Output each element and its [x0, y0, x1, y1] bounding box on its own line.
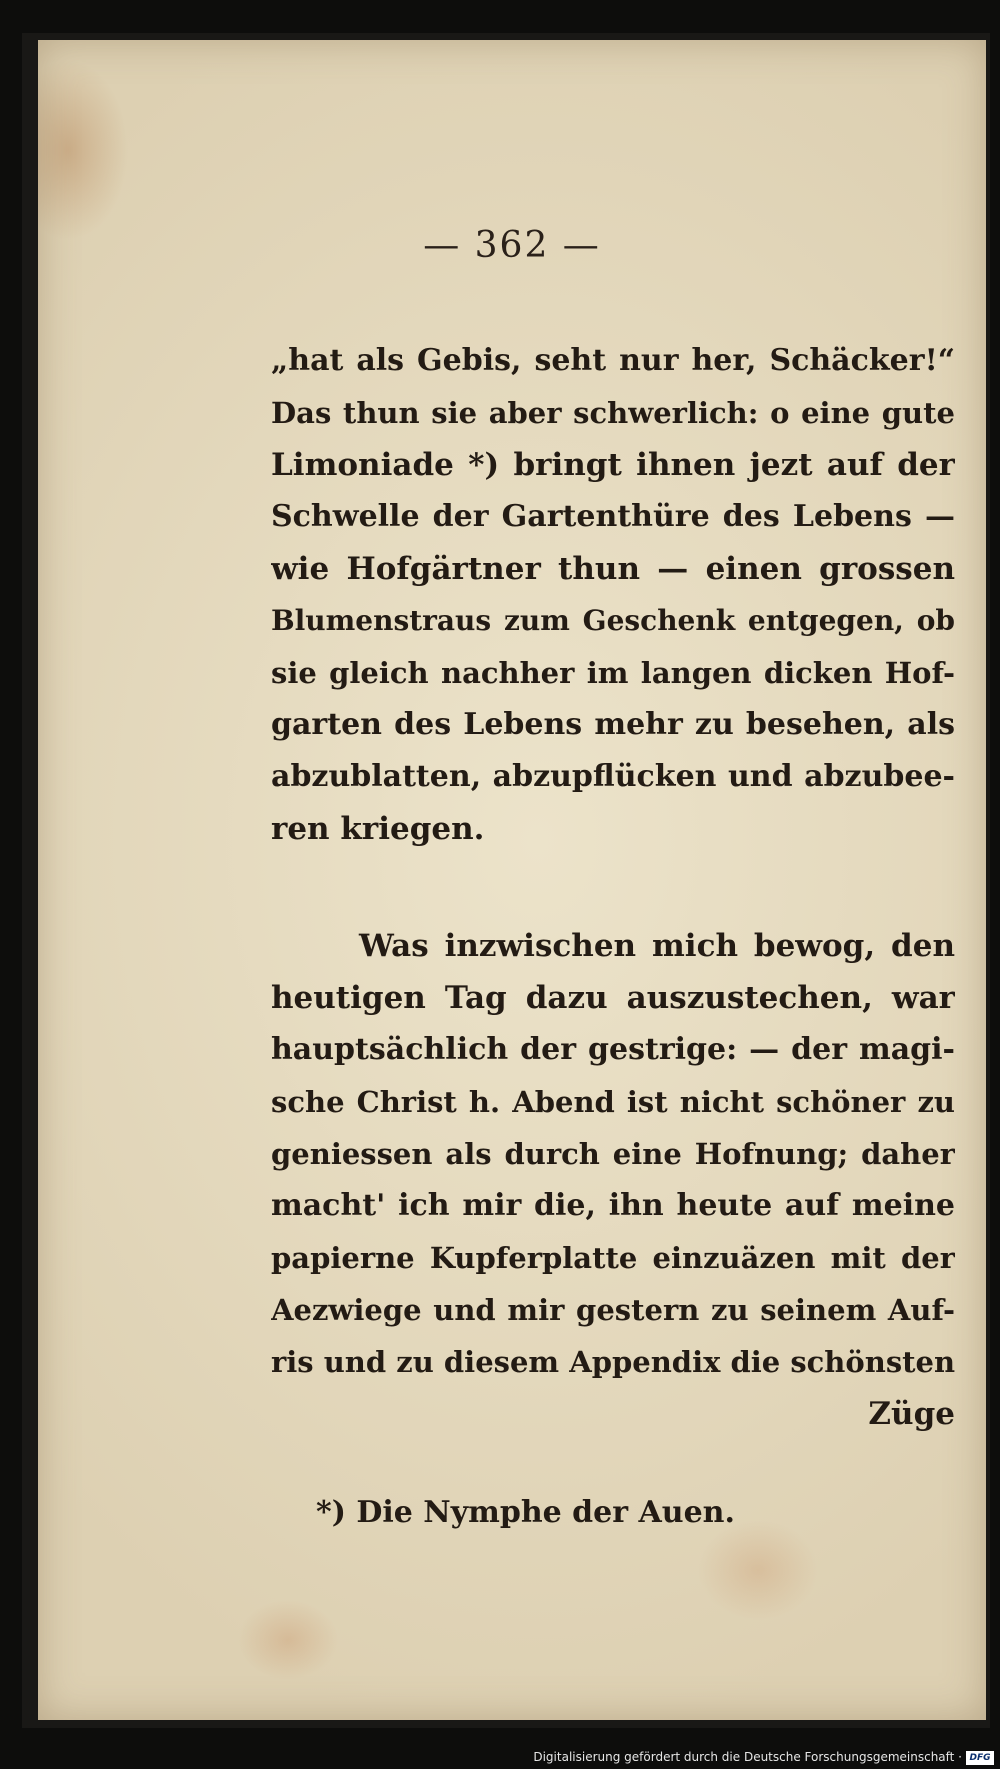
footnote: *) Die Nymphe der Auen. [316, 1495, 735, 1530]
text-line: wie Hofgärtner thun — einen grossen [271, 551, 955, 587]
text-line: sie gleich nachher im langen dicken Hof- [271, 656, 955, 690]
text-line: papierne Kupferplatte einzuäzen mit der [271, 1241, 955, 1275]
text-line: abzublatten, abzupflücken und abzubee- [271, 759, 955, 794]
funding-credit: Digitalisierung gefördert durch die Deutsche Forschungsgemeinschaft · [533, 1750, 962, 1764]
text-line: „hat als Gebis, seht nur her, Schäcker!“ [271, 343, 955, 378]
text-line: heutigen Tag dazu auszustechen, war [271, 980, 955, 1016]
page-number: — 362 — [423, 225, 601, 266]
text-line: geniessen als durch eine Hofnung; daher [271, 1137, 955, 1171]
text-line: sche Christ h. Abend ist nicht schöner zu [271, 1085, 955, 1119]
text-line: Blumenstraus zum Geschenk entgegen, ob [271, 604, 955, 637]
text-line: Aezwiege und mir gestern zu seinem Auf- [271, 1293, 955, 1327]
dfg-logo-icon: DFG [966, 1751, 994, 1765]
footer-bar [0, 1745, 1000, 1769]
text-line: ren kriegen. [271, 811, 485, 847]
text-line: macht' ich mir die, ihn heute auf meine [271, 1188, 955, 1223]
text-line: Schwelle der Gartenthüre des Lebens — [271, 499, 955, 534]
text-line-indented: Was inzwischen mich bewog, den [359, 928, 955, 964]
text-line: ris und zu diesem Appendix die schönsten [271, 1345, 955, 1379]
catchword: Züge [868, 1396, 955, 1432]
text-line: Das thun sie aber schwerlich: o eine gute [271, 396, 955, 430]
paragraph-1 [271, 335, 955, 855]
text-line: Limoniade *) bringt ihnen jezt auf der [271, 447, 955, 483]
text-line: hauptsächlich der gestrige: — der magi- [271, 1032, 955, 1067]
paragraph-2 [271, 920, 955, 1440]
text-line: garten des Lebens mehr zu besehen, als [271, 707, 955, 742]
book-page [38, 40, 986, 1720]
